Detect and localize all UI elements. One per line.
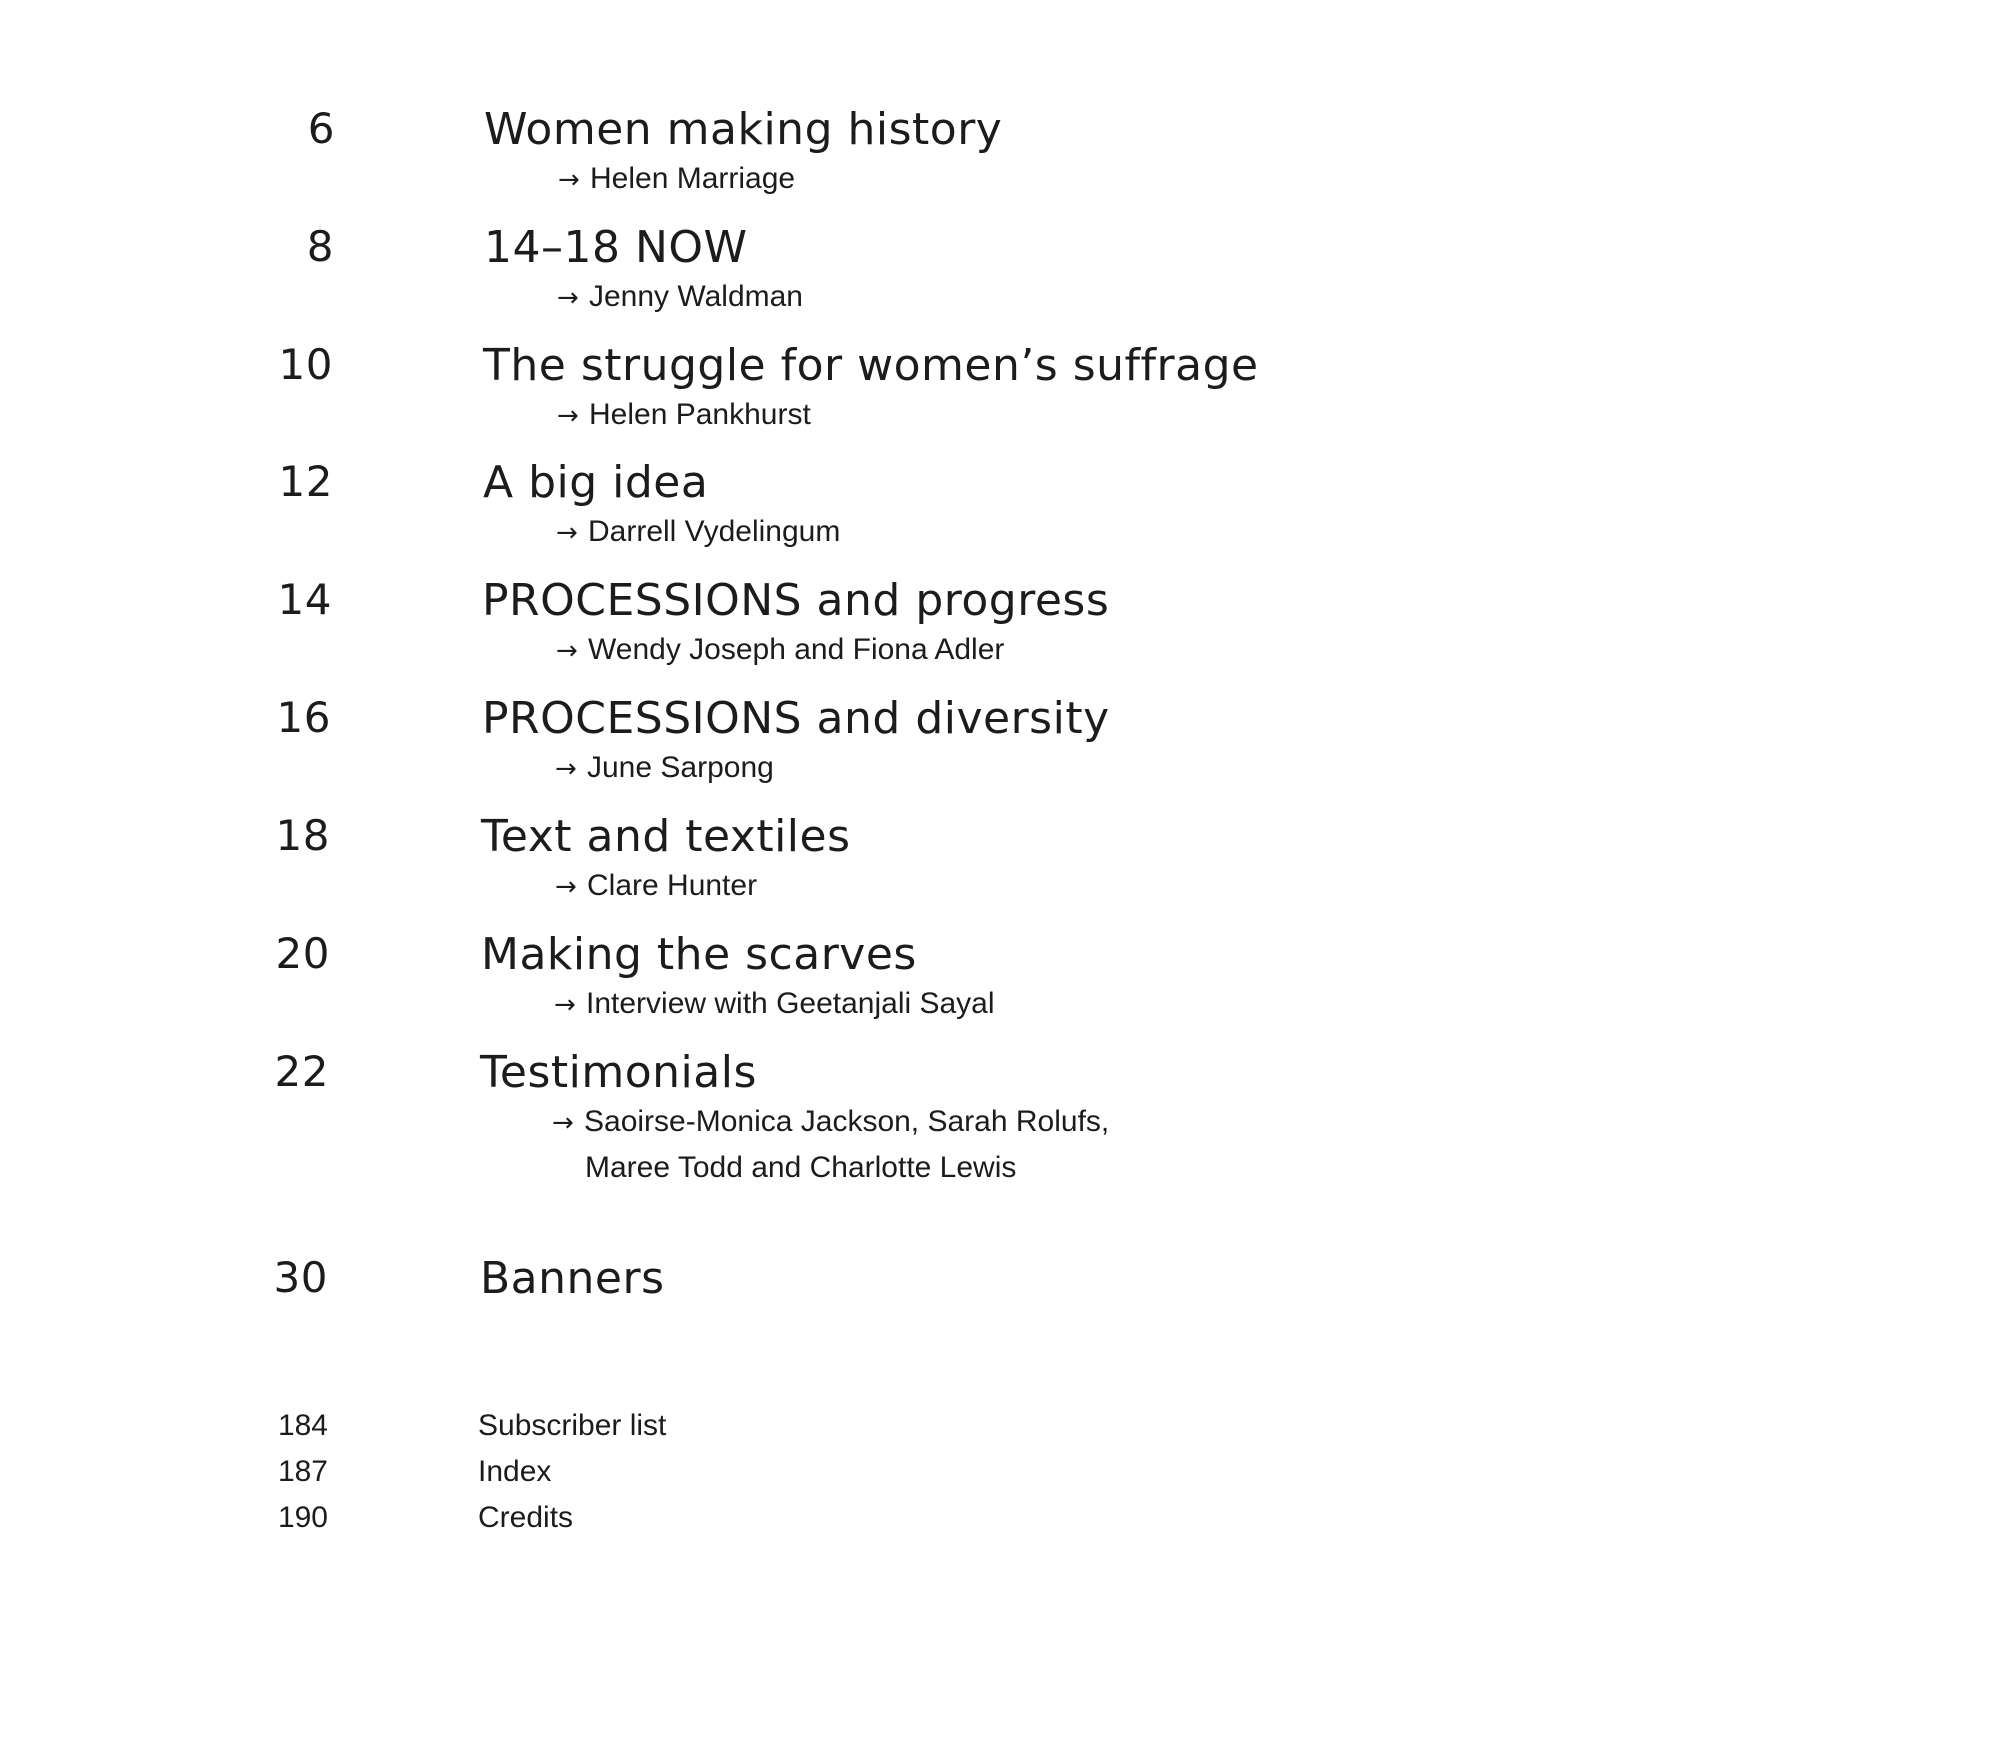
toc-entry — [0, 1047, 1989, 1184]
toc-author-name: Helen Pankhurst — [589, 398, 811, 431]
back-matter-page-number: 190 — [277, 1501, 328, 1534]
toc-author-name: Interview with Geetanjali Sayal — [586, 987, 995, 1020]
toc-author-continued: Maree Todd and Charlotte Lewis — [585, 1151, 1017, 1184]
toc-entry — [0, 575, 1989, 666]
back-matter-label: Credits — [478, 1501, 574, 1534]
toc-title: The struggle for women’s suffrage — [483, 340, 1259, 391]
toc-author-name: Wendy Joseph and Fiona Adler — [588, 633, 1005, 666]
toc-page-number: 20 — [275, 929, 330, 978]
arrow-right-icon: → — [558, 165, 580, 195]
toc-author — [558, 164, 795, 194]
back-matter-entry — [0, 1455, 1989, 1488]
toc-page-number: 8 — [306, 222, 334, 271]
toc-entry — [0, 340, 1989, 431]
toc-entry — [0, 929, 1989, 1020]
toc-page-number: 6 — [307, 104, 335, 153]
toc-author-name: Saoirse-Monica Jackson, Sarah Rolufs, — [584, 1105, 1110, 1138]
toc-page-number: 18 — [275, 811, 330, 860]
toc-author-name: Jenny Waldman — [589, 280, 803, 313]
back-matter-page-number: 184 — [277, 1409, 328, 1442]
toc-entry — [0, 1253, 1989, 1304]
toc-author — [555, 753, 774, 783]
arrow-right-icon: → — [556, 636, 578, 666]
toc-title: PROCESSIONS and progress — [482, 575, 1110, 626]
arrow-right-icon: → — [555, 872, 577, 902]
toc-title: 14–18 NOW — [484, 222, 748, 273]
toc-page-number: 30 — [273, 1253, 328, 1302]
toc-page-number: 14 — [277, 575, 332, 624]
toc-title: Women making history — [484, 104, 1003, 155]
back-matter-label: Subscriber list — [478, 1409, 667, 1442]
toc-title: Testimonials — [480, 1047, 757, 1098]
toc-entry — [0, 693, 1989, 784]
toc-title: PROCESSIONS and diversity — [482, 693, 1110, 744]
toc-title: A big idea — [483, 457, 709, 508]
toc-author — [557, 282, 803, 312]
arrow-right-icon: → — [557, 283, 579, 313]
toc-author — [557, 400, 811, 430]
toc-author — [556, 635, 1004, 665]
toc-author-name: Helen Marriage — [590, 162, 796, 195]
toc-page-number: 10 — [278, 340, 333, 389]
toc-author-name: June Sarpong — [587, 751, 774, 784]
back-matter-entry — [0, 1501, 1989, 1534]
toc-entry — [0, 457, 1989, 548]
arrow-right-icon: → — [554, 990, 576, 1020]
toc-title: Text and textiles — [481, 811, 851, 862]
toc-entry — [0, 811, 1989, 902]
arrow-right-icon: → — [555, 754, 577, 784]
toc-entry — [0, 104, 1989, 195]
toc-author-name: Darrell Vydelingum — [588, 515, 841, 548]
toc-author — [556, 517, 840, 547]
back-matter-page-number: 187 — [277, 1455, 328, 1488]
toc-author-name: Clare Hunter — [587, 869, 758, 902]
toc-author — [552, 1107, 1109, 1137]
toc-page-number: 12 — [278, 457, 333, 506]
arrow-right-icon: → — [552, 1108, 574, 1138]
back-matter-label: Index — [478, 1455, 552, 1488]
toc-page-number: 22 — [274, 1047, 329, 1096]
toc-entry — [0, 222, 1989, 313]
toc-title: Banners — [480, 1253, 665, 1304]
toc-title: Making the scarves — [481, 929, 917, 980]
arrow-right-icon: → — [556, 518, 578, 548]
toc-author — [554, 989, 995, 1019]
toc-page-number: 16 — [276, 693, 331, 742]
toc-author — [555, 871, 757, 901]
arrow-right-icon: → — [557, 401, 579, 431]
back-matter-entry — [0, 1409, 1989, 1442]
